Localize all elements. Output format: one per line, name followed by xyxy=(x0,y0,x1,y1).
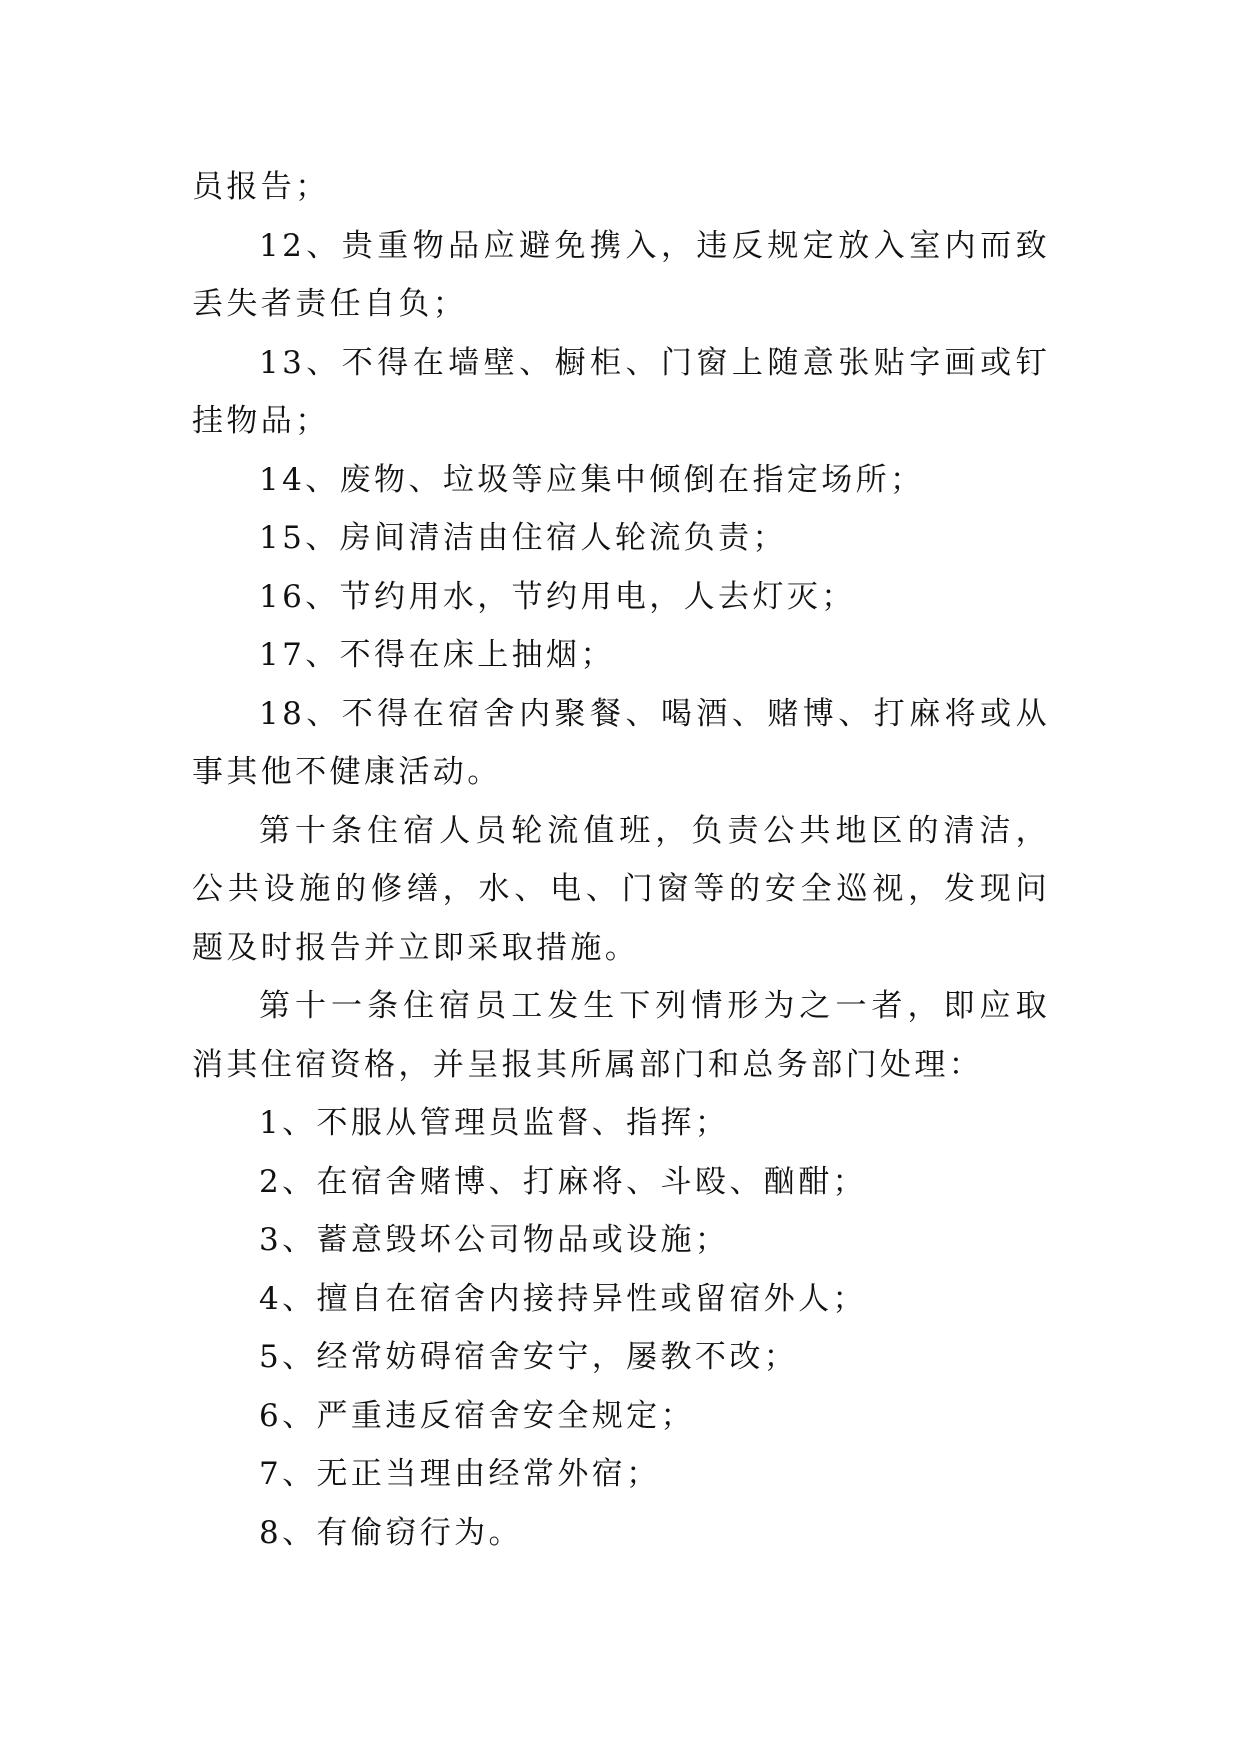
disqualification-item-8: 8、有偷窃行为。 xyxy=(259,1514,523,1551)
rule-item-12: 12、贵重物品应避免携入，违反规定放入室内而致丢失者责任自负； xyxy=(192,227,1050,322)
disqualification-item-6: 6、严重违反宿舍安全规定； xyxy=(259,1397,695,1434)
disqualification-item-2: 2、在宿舍赌博、打麻将、斗殴、酗酣； xyxy=(259,1163,867,1200)
rule-item-15: 15、房间清洁由住宿人轮流负责； xyxy=(259,520,787,556)
document-body xyxy=(192,158,1050,1562)
disqualification-item-7: 7、无正当理由经常外宿； xyxy=(259,1456,661,1492)
rule-item-17: 17、不得在床上抽烟； xyxy=(259,637,615,673)
paragraph-continuation: 员报告； xyxy=(192,169,330,205)
rule-item-18: 18、不得在宿舍内聚餐、喝酒、赌博、打麻将或从事其他不健康活动。 xyxy=(192,695,1050,790)
article-11: 第十一条住宿员工发生下列情形为之一者，即应取消其住宿资格，并呈报其所属部门和总务部门处理： xyxy=(192,988,1050,1083)
article-10: 第十条住宿人员轮流值班，负责公共地区的清洁，公共设施的修缮，水、电、门窗等的安全巡视，发现问题及时报告并立即采取措施。 xyxy=(192,812,1050,966)
disqualification-item-5: 5、经常妨碍宿舍安宁，屡教不改； xyxy=(259,1339,799,1375)
disqualification-item-1: 1、不服从管理员监督、指挥； xyxy=(259,1105,730,1141)
rule-item-13: 13、不得在墙壁、橱柜、门窗上随意张贴字画或钉挂物品； xyxy=(192,344,1050,439)
rule-item-14: 14、废物、垃圾等应集中倾倒在指定场所； xyxy=(259,461,925,498)
disqualification-item-3: 3、蓄意毁坏公司物品或设施； xyxy=(259,1222,730,1258)
disqualification-item-4: 4、擅自在宿舍内接持异性或留宿外人； xyxy=(259,1280,867,1317)
rule-item-16: 16、节约用水，节约用电，人去灯灭； xyxy=(259,578,856,615)
